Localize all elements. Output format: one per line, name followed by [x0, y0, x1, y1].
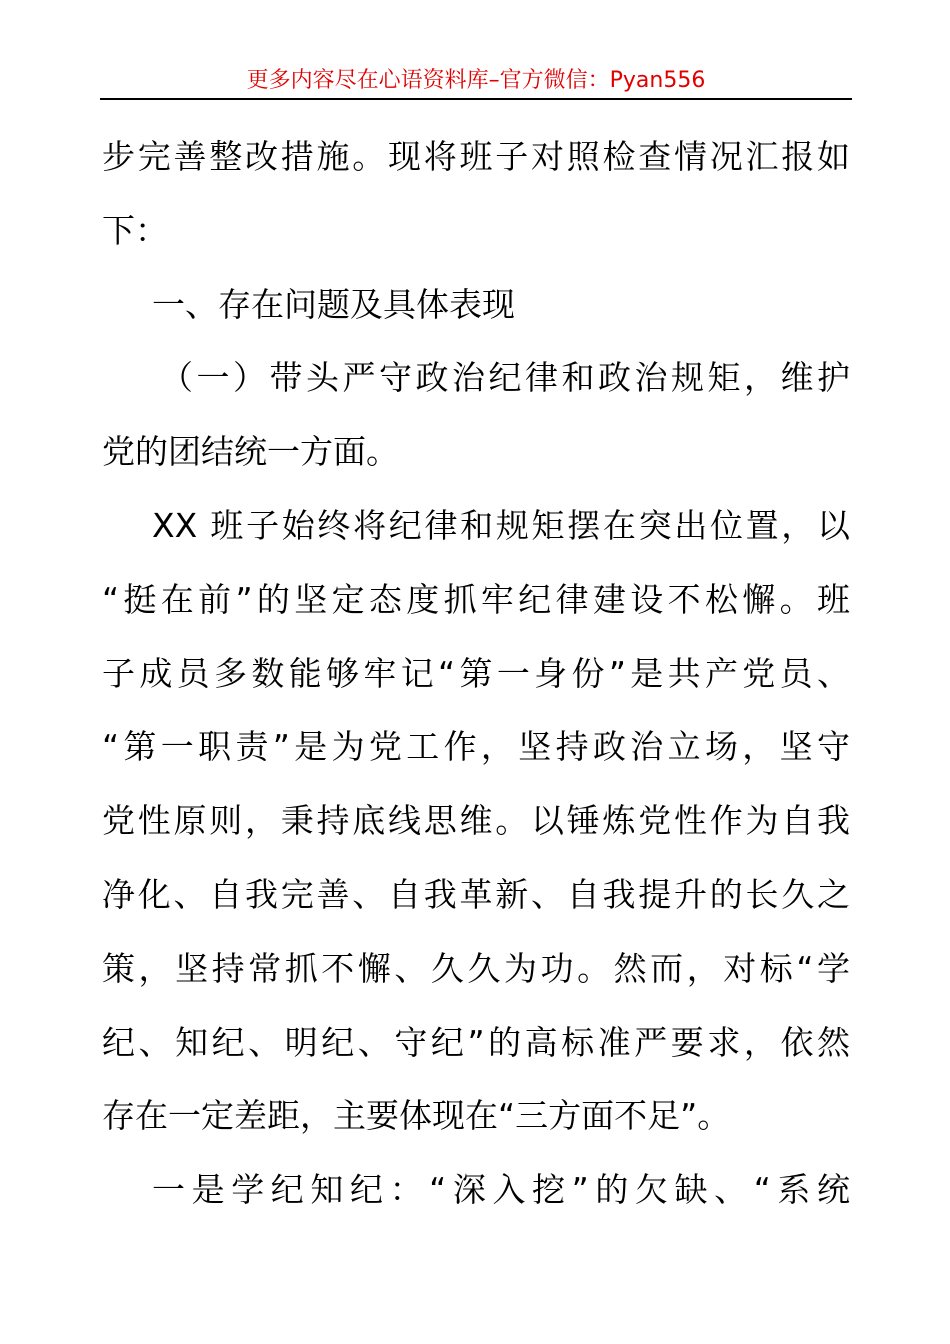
body-line: 下： — [102, 210, 168, 250]
body-line: 子成员多数能够牢记“第一身份”是共产党员、 — [102, 653, 850, 693]
body-line: 党性原则，秉持底线思维。以锤炼党性作为自我 — [102, 801, 850, 841]
body-line: 步完善整改措施。现将班子对照检查情况汇报如 — [102, 137, 850, 176]
body-line: “第一职责”是为党工作，坚持政治立场，坚守 — [102, 727, 850, 767]
body-line: 党的团结统一方面。 — [102, 432, 399, 472]
body-line: 净化、自我完善、自我革新、自我提升的长久之 — [102, 874, 850, 914]
body-line: 纪、知纪、明纪、守纪”的高标准严要求，依然 — [102, 1022, 850, 1062]
section-heading: 一、存在问题及具体表现 — [152, 284, 515, 324]
body-line: 策，坚持常抓不懈、久久为功。然而，对标“学 — [102, 948, 850, 988]
body-line: “挺在前”的坚定态度抓牢纪律建设不松懈。班 — [102, 579, 850, 619]
body-line: 一是学纪知纪：“深入挖”的欠缺、“系统 — [152, 1170, 850, 1210]
document-body — [102, 120, 850, 1227]
header-divider — [100, 98, 852, 100]
header-banner: 更多内容尽在心语资料库–官方微信：Pyan556 — [246, 68, 706, 93]
body-line: 存在一定差距，主要体现在“三方面不足”。 — [102, 1096, 731, 1136]
subsection-heading: （一）带头严守政治纪律和政治规矩，维护 — [160, 358, 850, 398]
body-line: XX 班子始终将纪律和规矩摆在突出位置，以 — [152, 505, 850, 545]
